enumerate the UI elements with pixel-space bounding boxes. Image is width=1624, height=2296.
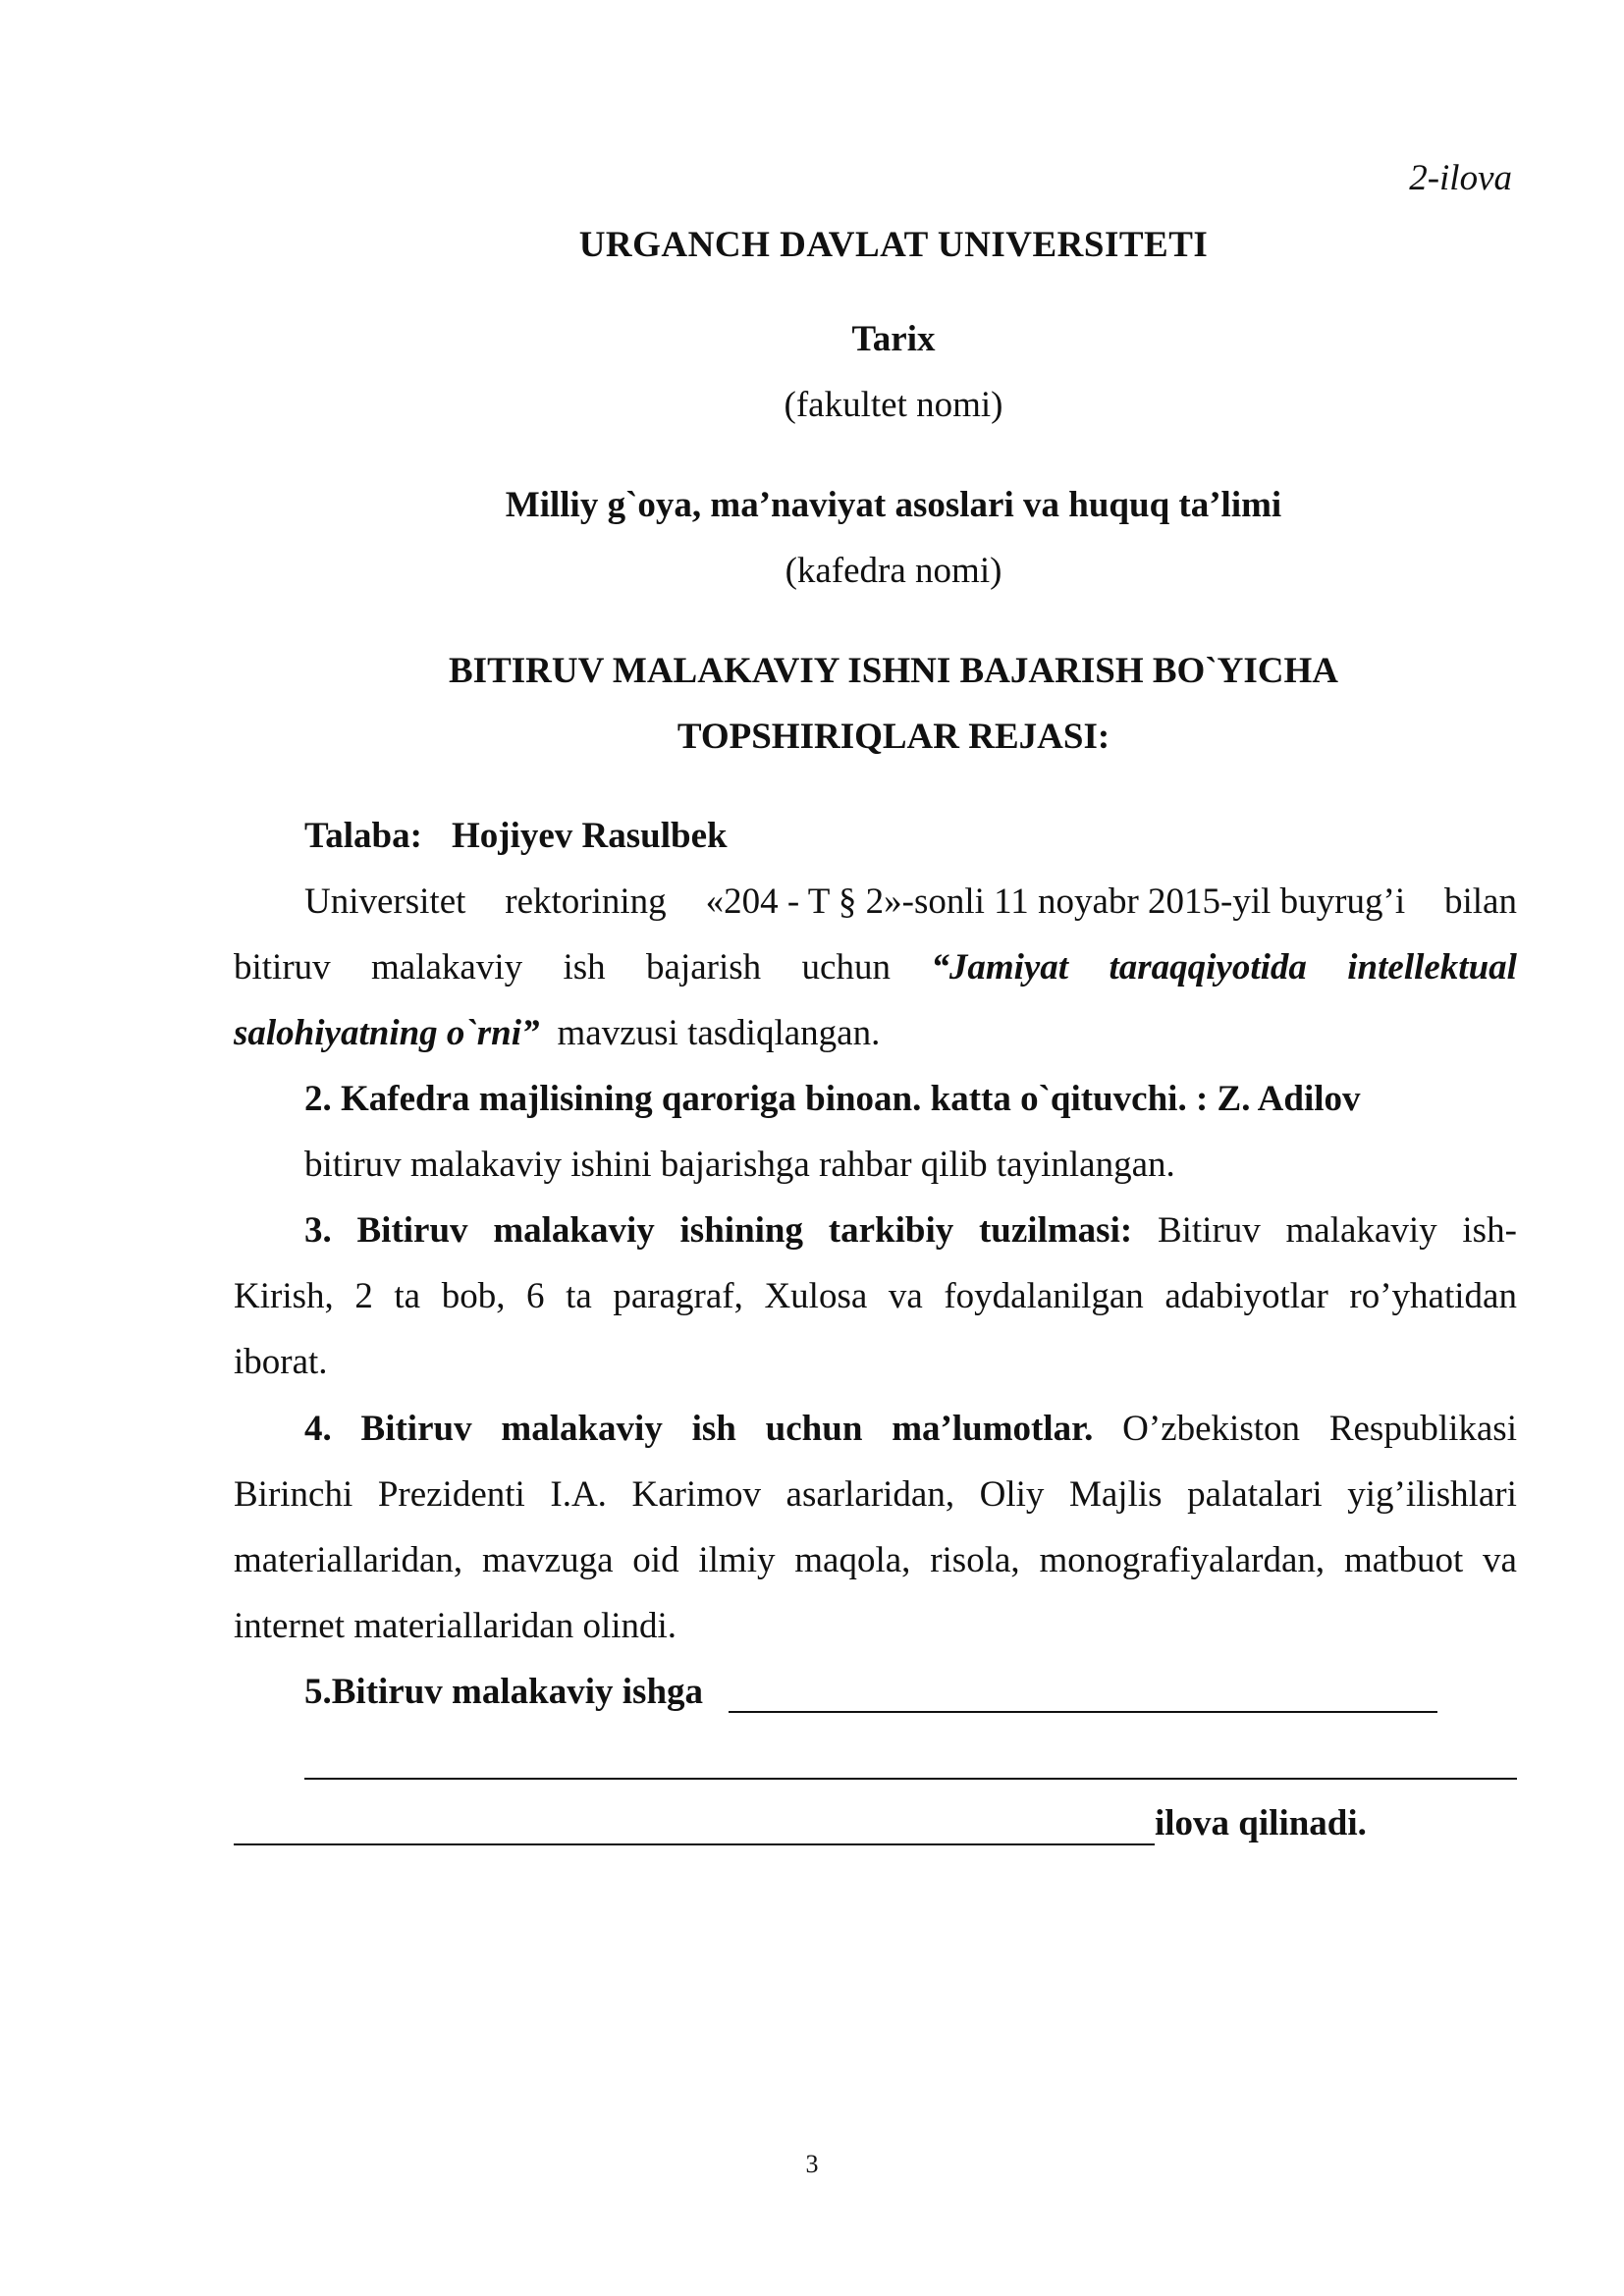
- item4-line-4: internet materiallaridan olindi.: [234, 1606, 677, 1646]
- word: 6: [526, 1276, 545, 1316]
- word: materiallaridan,: [234, 1540, 463, 1580]
- word: bob,: [441, 1276, 506, 1316]
- word: mavzuga: [481, 1540, 614, 1580]
- word: adabiyotlar: [1164, 1276, 1328, 1316]
- word: malakaviy: [371, 947, 523, 988]
- word: Universitet: [304, 881, 466, 922]
- document-title-line-2: TOPSHIRIQLAR REJASI:: [677, 717, 1110, 757]
- faculty-name: Tarix: [851, 319, 936, 359]
- word: oid: [632, 1540, 679, 1580]
- word: «204 - T § 2»-sonli 11 noyabr 2015-yil buyrug’i: [705, 881, 1406, 922]
- item3-line-3: iborat.: [234, 1342, 328, 1382]
- word: ish: [691, 1409, 736, 1449]
- word: bilan: [1443, 881, 1517, 922]
- item4-line-3: [234, 1539, 1517, 1582]
- item3-line-1: [304, 1209, 1517, 1253]
- word: tarkibiy: [828, 1210, 954, 1251]
- student-name: Hojiyev Rasulbek: [451, 816, 728, 856]
- word: ish: [563, 947, 606, 988]
- word: foydalanilgan: [944, 1276, 1144, 1316]
- word: tuzilmasi:: [978, 1210, 1133, 1251]
- word: monografiyalardan,: [1039, 1540, 1326, 1580]
- word: Bitiruv: [360, 1409, 472, 1449]
- word: intellektual: [1347, 947, 1517, 988]
- word: ishining: [679, 1210, 804, 1251]
- faculty-caption: (fakultet nomi): [784, 385, 1003, 425]
- topic-approved-text: mavzusi tasdiqlangan.: [557, 1013, 881, 1053]
- word: malakaviy: [1285, 1210, 1437, 1251]
- item2-line-1: 2. Kafedra majlisining qaroriga binoan. katta o`qituvchi. : Z. Adilov: [304, 1079, 1361, 1119]
- word: ro’yhatidan: [1349, 1276, 1517, 1316]
- word: Kirish,: [234, 1276, 334, 1316]
- student-line: [304, 815, 728, 858]
- word: va: [888, 1276, 923, 1316]
- student-label: Talaba:: [304, 816, 422, 856]
- word: “Jamiyat: [931, 947, 1069, 988]
- word: I.A.: [550, 1474, 607, 1515]
- word: 2: [354, 1276, 373, 1316]
- document-title-line-1: BITIRUV MALAKAVIY ISHNI BAJARISH BO`YICHA: [449, 651, 1338, 691]
- word: rektorining: [505, 881, 667, 922]
- word: malakaviy: [493, 1210, 655, 1251]
- word: taraqqiyotida: [1109, 947, 1307, 988]
- item5-suffix: ilova qilinadi.: [1155, 1803, 1367, 1843]
- word: Birinchi: [234, 1474, 353, 1515]
- page-number: 3: [805, 2150, 819, 2178]
- item3-line-2: [234, 1275, 1517, 1318]
- item5-blank-line-2: [304, 1778, 1517, 1780]
- word: paragraf,: [613, 1276, 743, 1316]
- word: Majlis: [1068, 1474, 1163, 1515]
- word: ilmiy: [698, 1540, 776, 1580]
- word: 3.: [304, 1210, 332, 1251]
- item1-line-1: [304, 881, 1517, 924]
- word: Bitiruv: [1157, 1210, 1261, 1251]
- department-name: Milliy g`oya, ma’naviyat asoslari va huquq ta’limi: [505, 485, 1282, 525]
- topic-title-end: salohiyatning o`rni”: [234, 1013, 540, 1053]
- word: bajarish: [646, 947, 762, 988]
- word: bitiruv: [234, 947, 331, 988]
- word: ta: [394, 1276, 421, 1316]
- word: asarlaridan,: [785, 1474, 955, 1515]
- word: Oliy: [979, 1474, 1045, 1515]
- item4-line-2: [234, 1473, 1517, 1517]
- item1-line-2: [234, 946, 1517, 989]
- item5-blank-line-3: [234, 1843, 1155, 1845]
- word: risola,: [930, 1540, 1020, 1580]
- word: Respublikasi: [1328, 1409, 1517, 1449]
- item5-blank-line-1: [729, 1711, 1437, 1713]
- word: uchun: [801, 947, 891, 988]
- word: palatalari: [1187, 1474, 1323, 1515]
- word: va: [1483, 1540, 1517, 1580]
- word: yig’ilishlari: [1347, 1474, 1517, 1515]
- item1-line-3: [234, 1012, 880, 1055]
- item5-label: 5.Bitiruv malakaviy ishga: [304, 1672, 704, 1712]
- appendix-label: 2-ilova: [1409, 158, 1512, 198]
- word: matbuot: [1343, 1540, 1464, 1580]
- word: ish-: [1462, 1210, 1517, 1251]
- item2-line-2: bitiruv malakaviy ishini bajarishga rahbar qilib tayinlangan.: [304, 1145, 1175, 1185]
- word: uchun: [765, 1409, 863, 1449]
- word: malakaviy: [501, 1409, 663, 1449]
- word: Bitiruv: [356, 1210, 468, 1251]
- university-name: URGANCH DAVLAT UNIVERSITETI: [578, 225, 1209, 265]
- item4-line-1: [304, 1408, 1517, 1451]
- word: maqola,: [794, 1540, 911, 1580]
- word: ma’lumotlar.: [892, 1409, 1094, 1449]
- department-caption: (kafedra nomi): [785, 551, 1002, 591]
- word: ta: [566, 1276, 592, 1316]
- word: O’zbekiston: [1122, 1409, 1301, 1449]
- word: Karimov: [631, 1474, 761, 1515]
- word: 4.: [304, 1409, 332, 1449]
- word: Xulosa: [764, 1276, 868, 1316]
- word: Prezidenti: [377, 1474, 525, 1515]
